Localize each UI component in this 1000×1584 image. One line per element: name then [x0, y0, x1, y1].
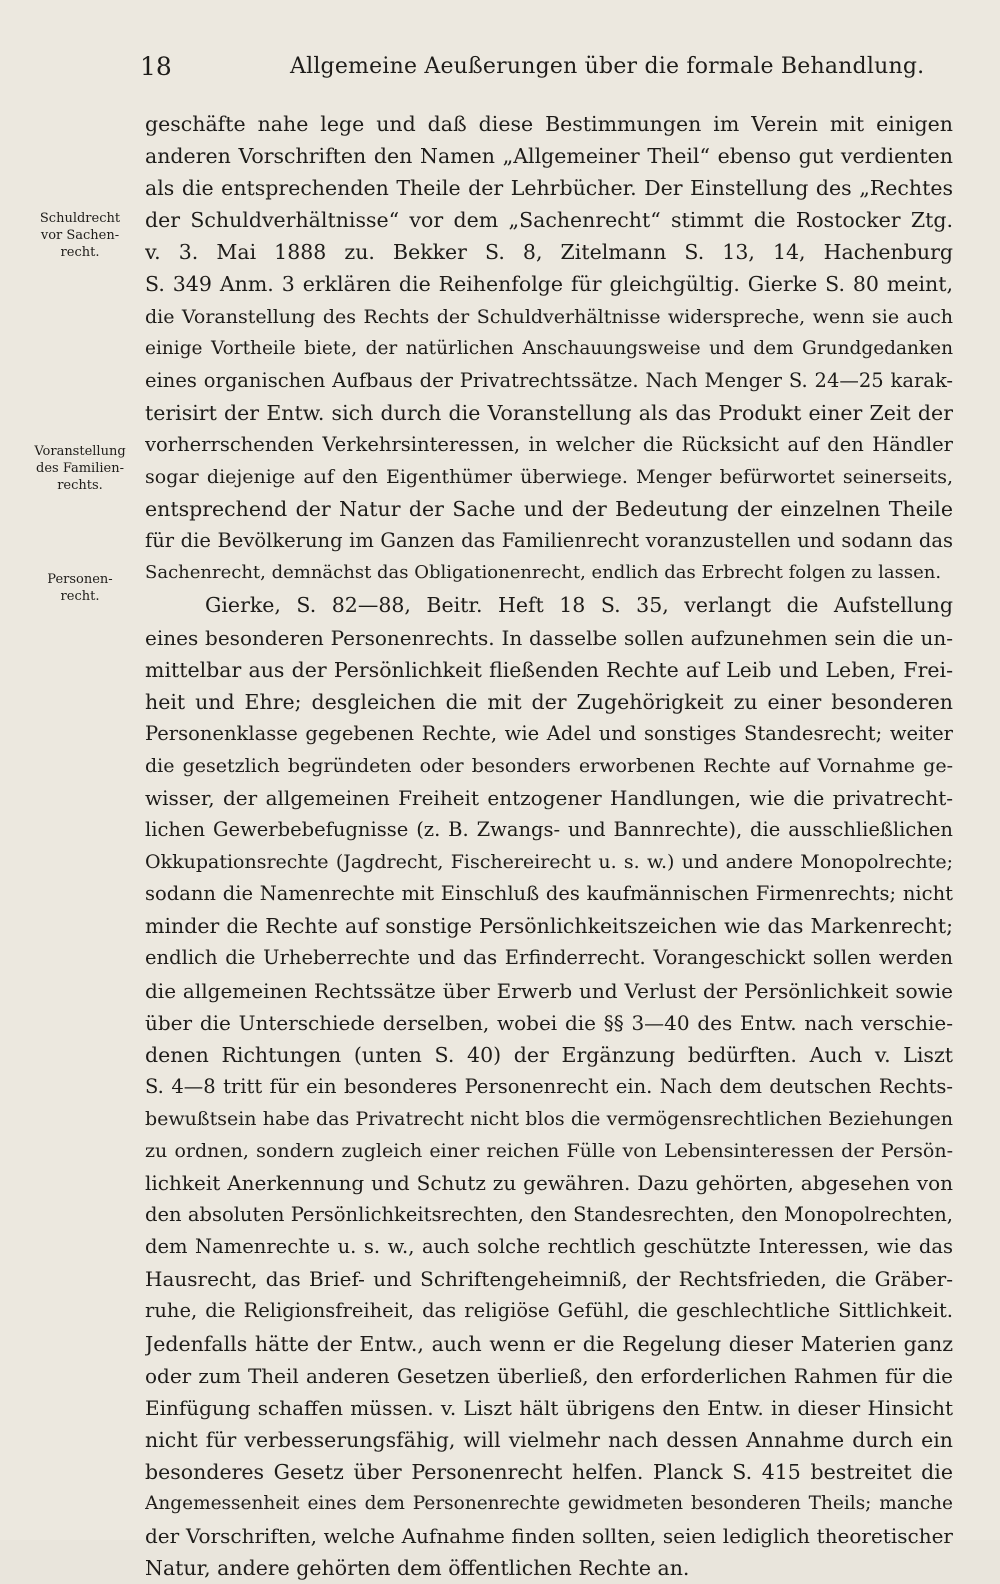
margin-note-line: recht. [60, 589, 100, 604]
text-line: die Voranstellung des Rechts der Schuldverhältnisse widerspreche, wenn sie auch [145, 305, 953, 328]
text-line: S. 4—8 tritt für ein besonderes Personenrecht ein. Nach dem deutschen Rechts- [145, 1074, 953, 1098]
text-line: mittelbar aus der Persönlichkeit fließenden Rechte auf Leib und Leben, Frei- [145, 657, 953, 682]
text-line: die allgemeinen Rechtssätze über Erwerb und Verlust der Persönlichkeit sowie [145, 978, 953, 1003]
text-line: bewußtsein habe das Privatrecht nicht blos die vermögensrechtlichen Beziehungen [145, 1107, 953, 1130]
text-line: den absoluten Persönlichkeitsrechten, den Standesrechten, den Monopolrechten, [145, 1203, 953, 1227]
page-number: 18 [140, 52, 172, 81]
text-line: S. 349 Anm. 3 erklären die Reihenfolge für gleichgültig. Gierke S. 80 meint, [145, 272, 953, 297]
text-line: endlich die Urheberrechte und das Erfinderrecht. Vorangeschickt sollen werden [145, 946, 953, 970]
text-line: lichen Gewerbebefugnisse (z. B. Zwangs- und Bannrechte), die ausschließlichen [145, 818, 953, 842]
margin-note-schuldrecht [30, 210, 130, 261]
body-text [145, 108, 953, 1584]
text-line: besonderes Gesetz über Personenrecht helfen. Planck S. 415 bestreitet die [145, 1459, 953, 1484]
text-line: Hausrecht, das Brief- und Schriftengeheimniß, der Rechtsfrieden, die Gräber- [145, 1267, 953, 1292]
margin-note-line: Personen- [47, 572, 113, 587]
text-line: für die Bevölkerung im Ganzen das Familienrecht voranzustellen und sodann das [145, 529, 953, 553]
text-line: entsprechend der Natur der Sache und der Bedeutung der einzelnen Theile [145, 497, 953, 522]
text-line: der Schuldverhältnisse“ vor dem „Sachenrecht“ stimmt die Rostocker Ztg. [145, 208, 953, 233]
text-line: vorherrschenden Verkehrsinteressen, in welcher die Rücksicht auf den Händler [145, 432, 953, 456]
margin-note-line: vor Sachen- [40, 228, 120, 243]
margin-note-line: rechts. [57, 478, 103, 493]
margin-note-familienrecht [30, 443, 130, 494]
margin-note-personenrecht [30, 571, 130, 605]
text-line: lichkeit Anerkennung und Schutz zu gewähren. Dazu gehörten, abgesehen von [145, 1171, 953, 1196]
text-line: heit und Ehre; desgleichen die mit der Zugehörigkeit zu einer besonderen [145, 689, 953, 714]
text-line: eines besonderen Personenrechts. In dasselbe sollen aufzunehmen sein die un- [145, 625, 953, 650]
text-line: geschäfte nahe lege und daß diese Bestimmungen im Verein mit einigen [145, 112, 953, 136]
text-line: eines organischen Aufbaus der Privatrechtssätze. Nach Menger S. 24—25 karak- [145, 368, 953, 392]
margin-note-line: Voranstellung [34, 444, 126, 459]
running-title: Allgemeine Aeußerungen über die formale Behandlung. [290, 54, 925, 79]
text-line: der Vorschriften, welche Aufnahme finden sollten, seien lediglich theoretischer [145, 1524, 953, 1549]
text-line: Angemessenheit eines dem Personenrechte gewidmeten besonderen Theils; manche [145, 1493, 953, 1515]
text-line: Gierke, S. 82—88, Beitr. Heft 18 S. 35, verlangt die Aufstellung [205, 593, 953, 618]
margin-note-line: des Familien- [36, 461, 124, 476]
text-line: einige Vortheile biete, der natürlichen Anschauungsweise und dem Grundgedanken [145, 337, 953, 359]
page-header [140, 52, 960, 86]
text-line: v. 3. Mai 1888 zu. Bekker S. 8, Zitelmann S. 13, 14, Hachenburg [145, 240, 953, 265]
text-line: Okkupationsrechte (Jagdrecht, Fischereirecht u. s. w.) und andere Monopolrechte; [145, 851, 953, 874]
text-line: Einfügung schaffen müssen. v. Liszt hält übrigens den Entw. in dieser Hinsicht [145, 1395, 953, 1420]
text-line: als die entsprechenden Theile der Lehrbücher. Der Einstellung des „Rechtes [145, 176, 953, 201]
text-line: denen Richtungen (unten S. 40) der Ergänzung bedürften. Auch v. Liszt [145, 1042, 953, 1067]
margin-note-line: recht. [60, 245, 100, 260]
text-line: Jedenfalls hätte der Entw., auch wenn er die Regelung dieser Materien ganz [145, 1331, 953, 1356]
text-line: sogar diejenige auf den Eigenthümer überwiege. Menger befürwortet seinerseits, [145, 466, 953, 489]
text-line: minder die Rechte auf sonstige Persönlichkeitszeichen wie das Markenrecht; [145, 914, 953, 939]
text-line: Sachenrecht, demnächst das Obligationenrecht, endlich das Erbrecht folgen zu lassen. [145, 562, 942, 584]
text-line: oder zum Theil anderen Gesetzen überließ, den erforderlichen Rahmen für die [145, 1363, 953, 1388]
text-line: terisirt der Entw. sich durch die Voranstellung als das Produkt einer Zeit der [145, 400, 953, 425]
text-line: dem Namenrechte u. s. w., auch solche rechtlich geschützte Interessen, wie das [145, 1235, 953, 1259]
text-line: über die Unterschiede derselben, wobei die §§ 3—40 des Entw. nach verschie- [145, 1010, 953, 1035]
text-line: sodann die Namenrechte mit Einschluß des kaufmännischen Firmenrechts; nicht [145, 882, 953, 906]
text-line: zu ordnen, sondern zugleich einer reichen Fülle von Lebensinteressen der Persön- [145, 1140, 953, 1162]
margin-note-line: Schuldrecht [39, 211, 121, 226]
text-line: ruhe, die Religionsfreiheit, das religiöse Gefühl, die geschlechtliche Sittlichkeit. [145, 1299, 953, 1323]
text-line: Personenklasse gegebenen Rechte, wie Adel und sonstiges Standesrecht; weiter [145, 721, 953, 745]
text-line: die gesetzlich begründeten oder besonders erworbenen Rechte auf Vornahme ge- [145, 754, 953, 777]
text-line: wisser, der allgemeinen Freiheit entzogener Handlungen, wie die privatrecht- [145, 785, 953, 810]
text-line: Natur, andere gehörten dem öffentlichen Rechte an. [145, 1556, 690, 1581]
text-line: nicht für verbesserungsfähig, will vielmehr nach dessen Annahme durch ein [145, 1427, 953, 1452]
text-line: anderen Vorschriften den Namen „Allgemeiner Theil“ ebenso gut verdienten [145, 144, 953, 169]
